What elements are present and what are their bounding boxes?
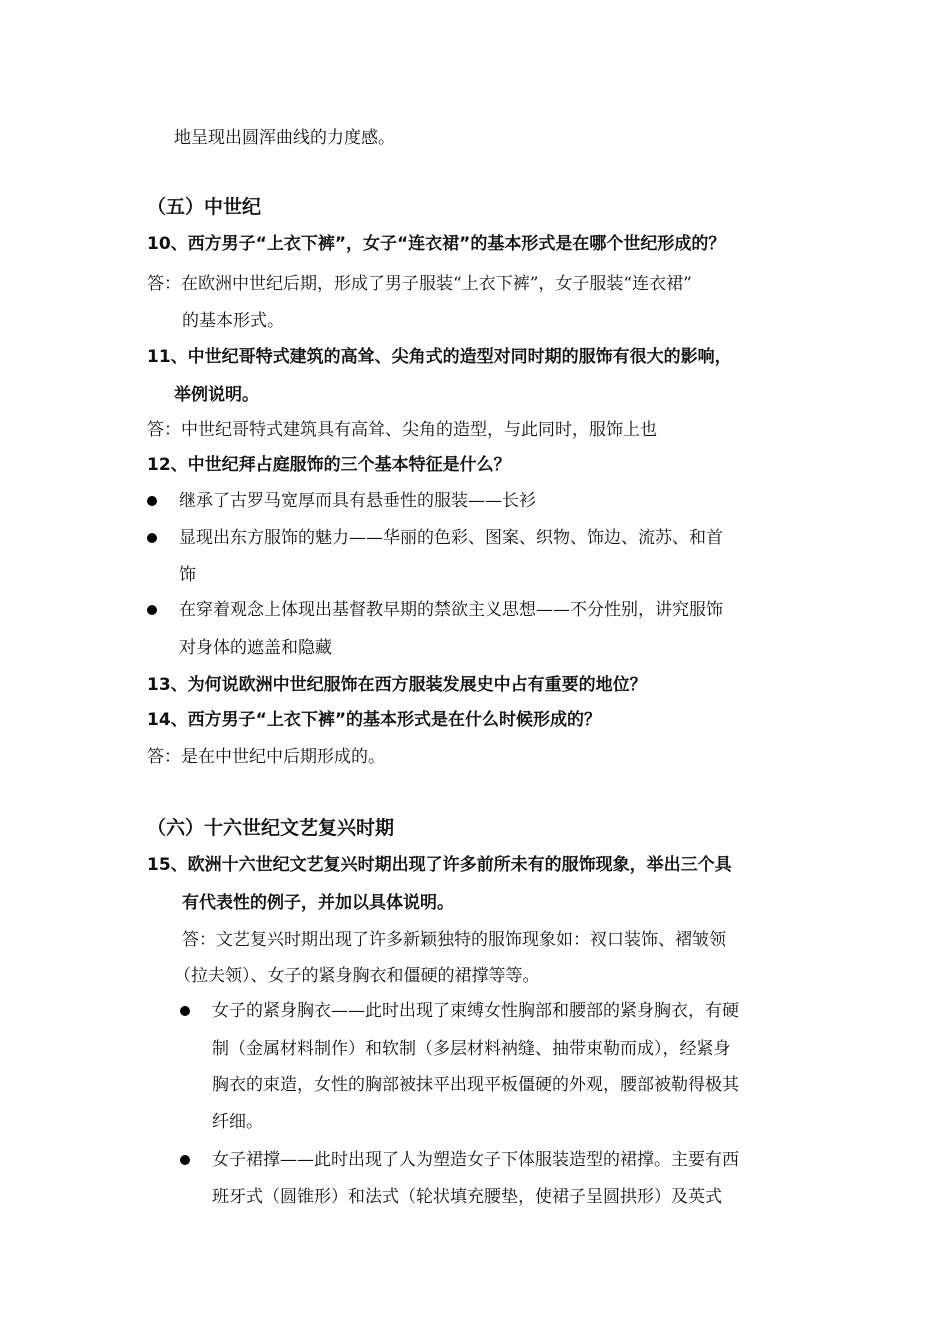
bullet-icon: [147, 533, 157, 543]
question: 11、中世纪哥特式建筑的高耸、尖角式的造型对同时期的服饰有很大的影响，: [147, 347, 732, 367]
text-line: 地呈现出圆浑曲线的力度感。: [174, 128, 395, 148]
bullet-icon: [180, 1006, 190, 1016]
question: 13、为何说欧洲中世纪服饰在西方服装发展史中占有重要的地位？: [147, 675, 647, 695]
question: 12、中世纪拜占庭服饰的三个基本特征是什么？: [147, 455, 511, 475]
section-heading: （五）中世纪: [147, 196, 262, 218]
answer-continued: 的基本形式。: [182, 311, 284, 331]
list-item: 在穿着观念上体现出基督教早期的禁欲主义思想——不分性别，讲究服饰: [179, 600, 723, 620]
question-continued: 举例说明。: [174, 385, 259, 405]
answer: 答：是在中世纪中后期形成的。: [147, 747, 385, 767]
question: 10、西方男子“上衣下裤”，女子“连衣裙”的基本形式是在哪个世纪形成的？: [147, 234, 726, 254]
answer: 答：在欧洲中世纪后期，形成了男子服装“上衣下裤”，女子服装“连衣裙”: [147, 274, 692, 294]
answer: 答：中世纪哥特式建筑具有高耸、尖角的造型，与此同时，服饰上也: [147, 420, 657, 440]
bullet-icon: [147, 496, 157, 506]
list-item: 女子裙撑——此时出现了人为塑造女子下体服装造型的裙撑。主要有西: [212, 1150, 739, 1170]
list-item-continued: 饰: [179, 565, 196, 585]
list-item: 显现出东方服饰的魅力——华丽的色彩、图案、织物、饰边、流苏、和首: [179, 528, 723, 548]
question: 15、欧洲十六世纪文艺复兴时期出现了许多前所未有的服饰现象，举出三个具: [147, 855, 732, 875]
list-item: 继承了古罗马宽厚而具有悬垂性的服装——长衫: [179, 491, 536, 511]
bullet-icon: [147, 605, 157, 615]
answer: 答：文艺复兴时期出现了许多新颖独特的服饰现象如：衩口装饰、褶皱领: [182, 930, 726, 950]
list-item: 女子的紧身胸衣——此时出现了束缚女性胸部和腰部的紧身胸衣，有硬: [212, 1001, 739, 1021]
list-item-continued: 纤细。: [212, 1112, 263, 1132]
question: 14、西方男子“上衣下裤”的基本形式是在什么时候形成的？: [147, 710, 602, 730]
list-item-continued: 胸衣的束造，女性的胸部被抹平出现平板僵硬的外观，腰部被勒得极其: [212, 1075, 739, 1095]
question-continued: 有代表性的例子，并加以具体说明。: [182, 893, 454, 913]
section-heading: （六）十六世纪文艺复兴时期: [147, 817, 395, 839]
list-item-continued: 班牙式（圆锥形）和法式（轮状填充腰垫，使裙子呈圆拱形）及英式: [212, 1187, 722, 1207]
bullet-icon: [180, 1155, 190, 1165]
list-item-continued: 制（金属材料制作）和软制（多层材料衲缝、抽带束勒而成），经紧身: [212, 1039, 731, 1059]
list-item-continued: 对身体的遮盖和隐藏: [179, 638, 332, 658]
answer-continued: （拉夫领）、女子的紧身胸衣和僵硬的裙撑等等。: [174, 966, 540, 986]
